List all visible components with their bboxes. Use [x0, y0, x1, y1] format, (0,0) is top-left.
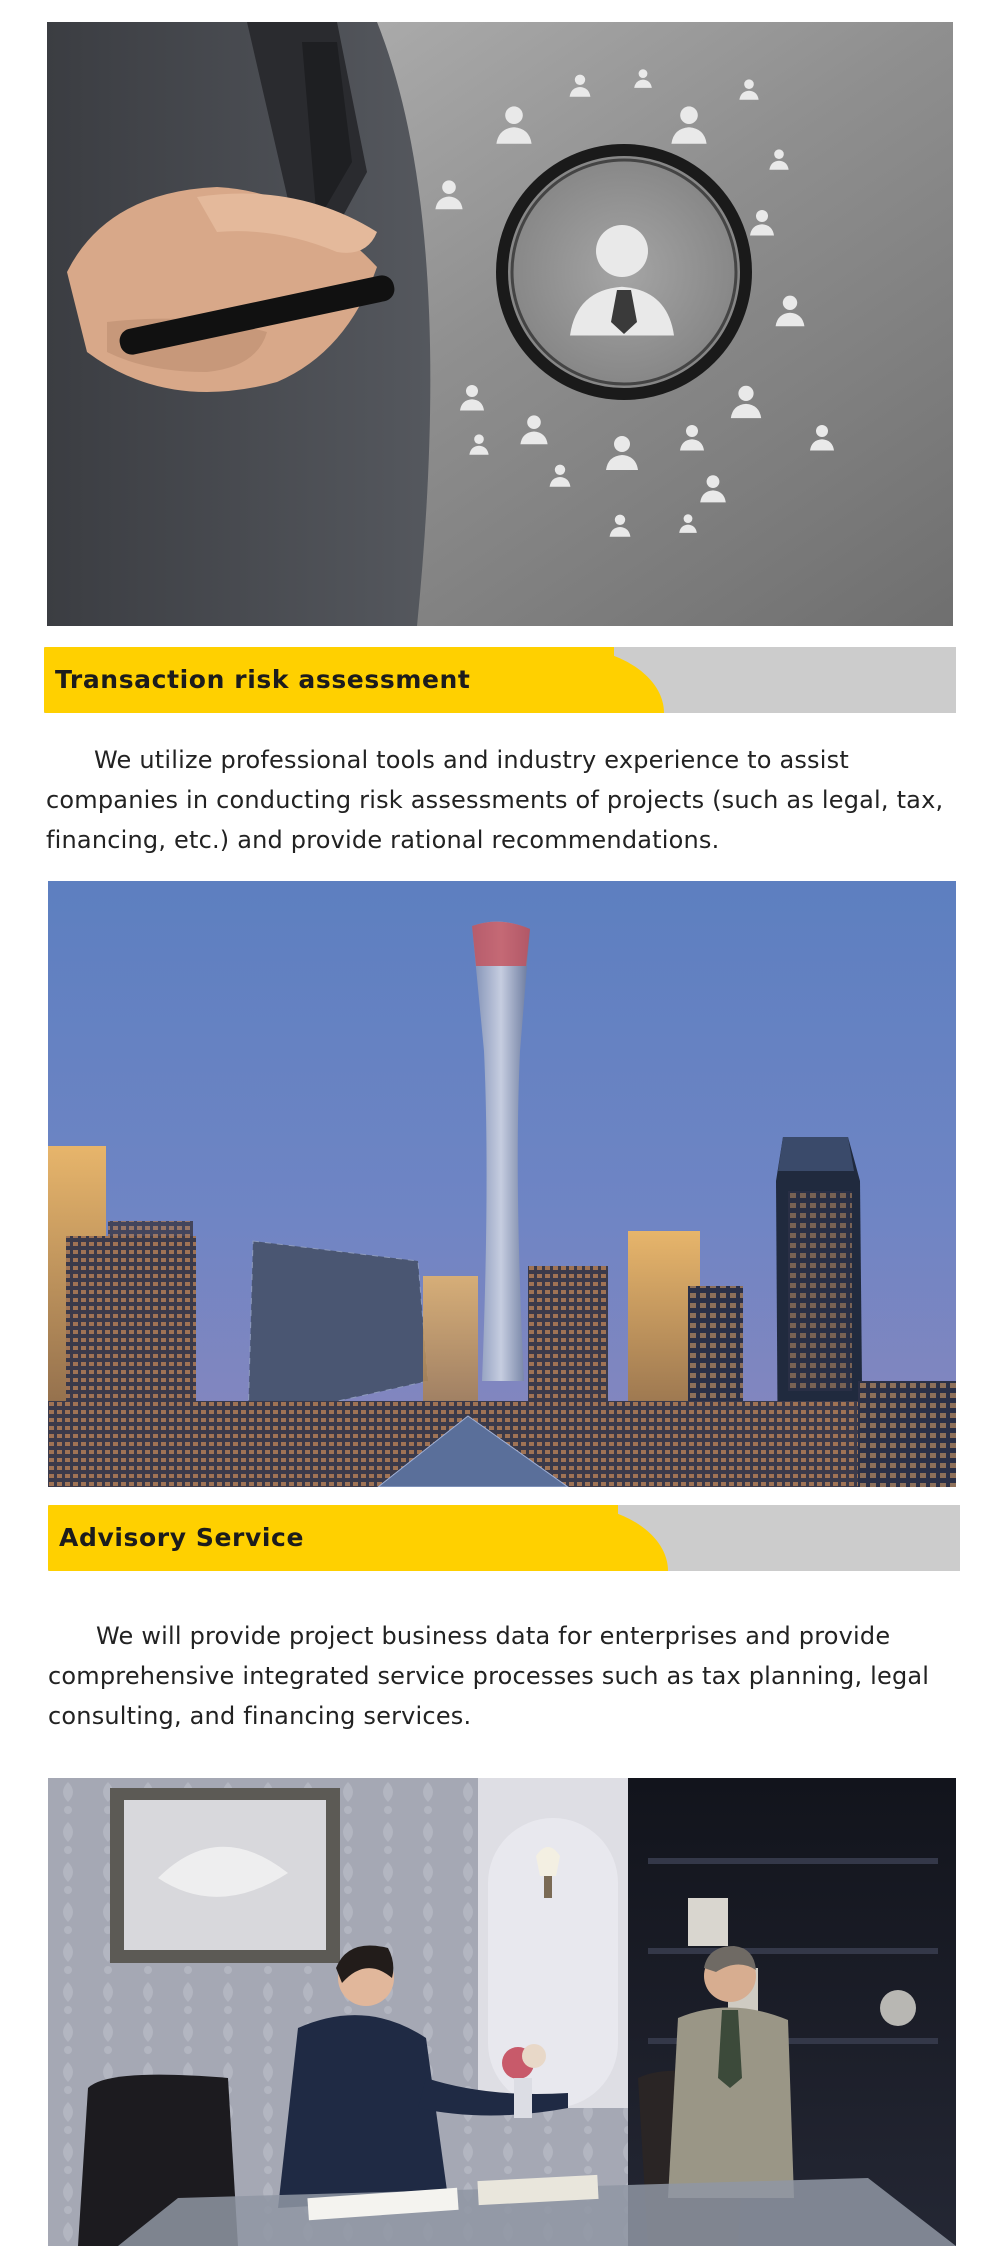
section-description-risk: We utilize professional tools and industry experience to assist companies in conducting risk assessments of projects (such as legal, tax, financing, etc.) and provide rational recommendations. — [46, 746, 944, 854]
section-header-risk — [44, 647, 956, 713]
section-title-risk: Transaction risk assessment — [55, 665, 471, 694]
section-title-advisory: Advisory Service — [59, 1523, 305, 1552]
meeting-illustration — [48, 1778, 956, 2246]
business-meeting-photo — [48, 1778, 956, 2246]
magnifying-glass-illustration — [47, 22, 953, 626]
skyline-illustration — [48, 881, 956, 1487]
section-header-advisory — [48, 1505, 960, 1571]
section-description-advisory: We will provide project business data for enterprises and provide comprehensive integrated service processes such as tax planning, legal consulting, and financing services. — [48, 1622, 930, 1730]
city-skyline-photo — [48, 881, 956, 1487]
magnifying-glass-people-photo — [47, 22, 953, 626]
